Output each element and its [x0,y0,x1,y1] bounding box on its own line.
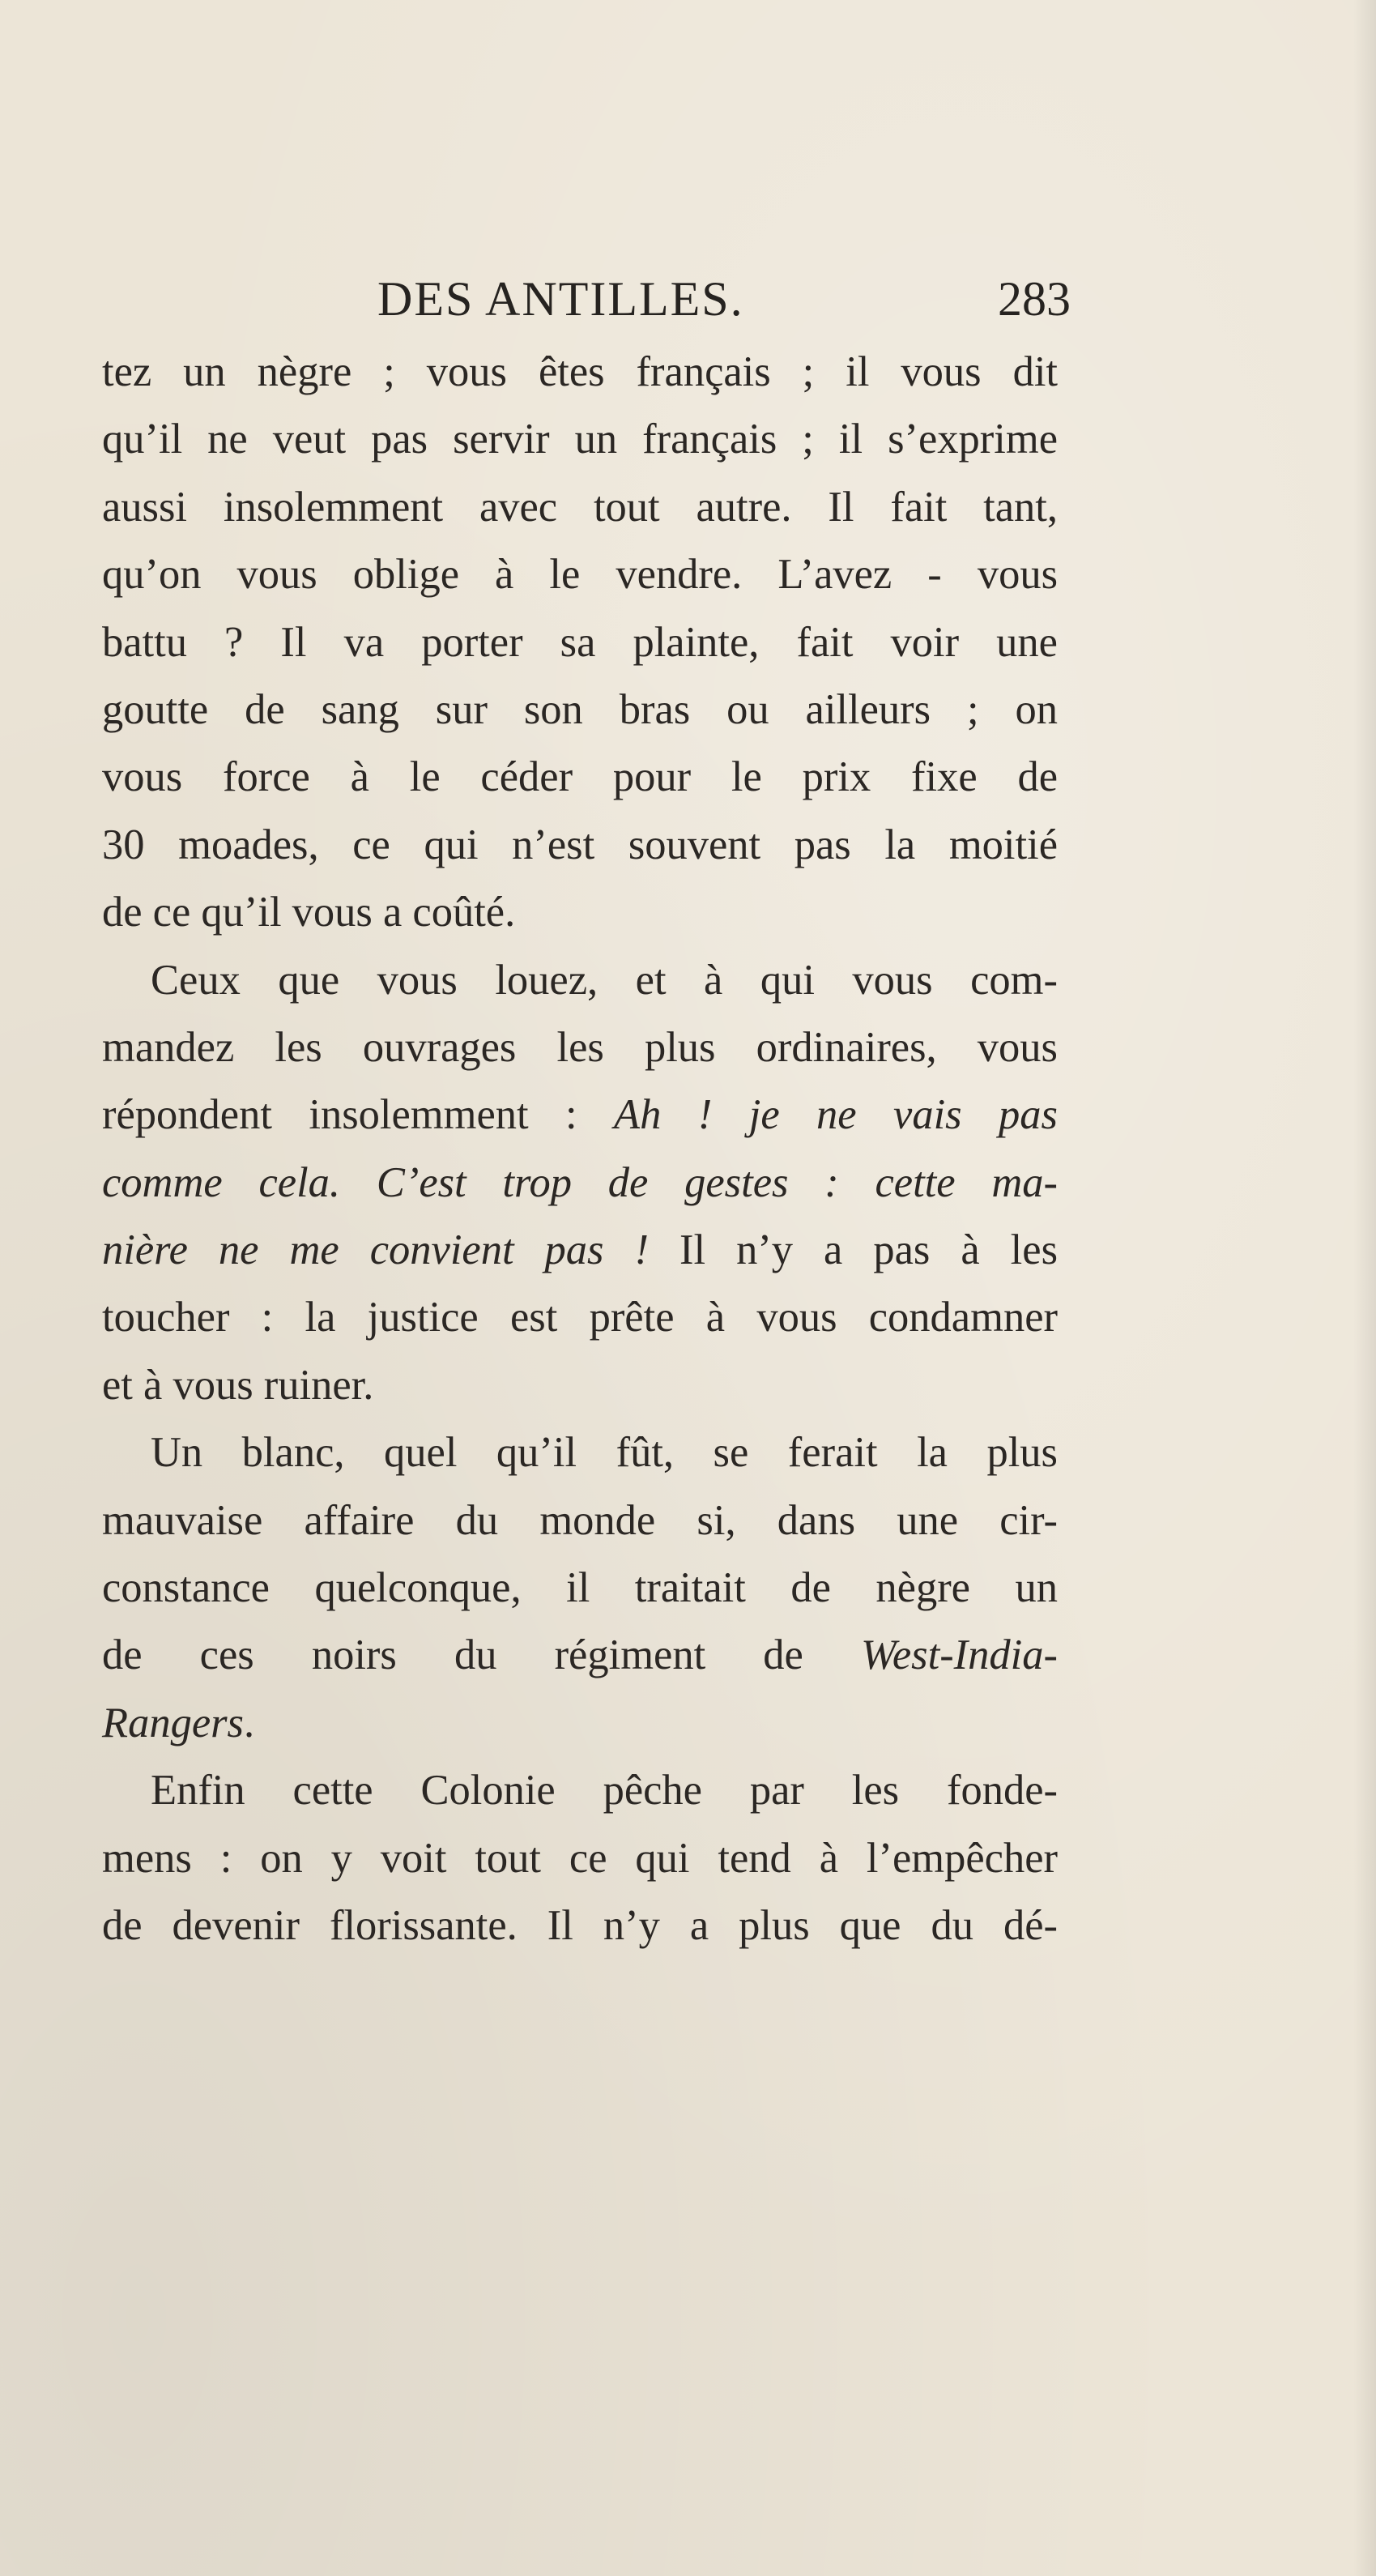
text-segment: qu’il ne veut pas servir un français ; il s’exprime [102,416,1058,463]
italic-segment: Ah ! je ne vais pas [614,1091,1058,1139]
text-line [102,609,1058,676]
body-text [102,339,1058,1960]
text-segment: de devenir florissante. Il n’y a plus que du dé- [102,1901,1058,1949]
text-segment: constance quelconque, il traitait de nègre un [102,1564,1058,1612]
text-line [102,1149,1058,1217]
text-segment: . [243,1699,255,1746]
text-line [102,1081,1058,1149]
text-line [102,1622,1058,1689]
text-segment: tez un nègre ; vous êtes français ; il vous dit [102,348,1058,395]
text-segment: mens : on y voit tout ce qui tend à l’empêcher [102,1834,1058,1882]
text-segment: 30 moades, ce qui n’est souvent pas la moitié [102,821,1058,868]
text-segment: vous force à le céder pour le prix fixe de [102,753,1058,801]
text-line [102,1825,1058,1892]
text-segment: mauvaise affaire du monde si, dans une cir- [102,1496,1058,1544]
page-header [377,271,1071,344]
text-line [102,947,1058,1014]
text-segment: Un blanc, quel qu’il fût, se ferait la plus [151,1429,1058,1477]
italic-segment: Rangers [102,1699,244,1746]
text-line [102,406,1058,473]
text-segment: Il n’y a pas à les [648,1226,1058,1274]
text-segment: Enfin cette Colonie pêche par les fonde- [151,1767,1058,1815]
text-line [102,744,1058,811]
page-edge-shadow [1353,0,1376,2576]
text-segment: répondent insolemment : [102,1091,615,1139]
text-line [102,339,1058,406]
running-title: DES ANTILLES. [377,272,744,326]
italic-segment: nière ne me convient pas ! [102,1226,649,1274]
text-line [102,1217,1058,1284]
text-line [102,1555,1058,1622]
text-segment: Ceux que vous louez, et à qui vous com- [151,956,1058,1004]
text-line [102,1892,1058,1960]
italic-segment: West-India- [860,1631,1058,1679]
text-segment: battu ? Il va porter sa plainte, fait voir une [102,618,1058,666]
text-segment: de ces noirs du régiment de [102,1631,861,1679]
italic-segment: comme cela. C’est trop de gestes : cette ma- [102,1158,1058,1206]
text-line [102,474,1058,541]
text-line [102,541,1058,608]
text-line [102,1419,1058,1486]
text-line [102,879,1058,946]
text-segment: de ce qu’il vous a coûté. [102,889,516,936]
text-line [102,676,1058,744]
text-line [102,1284,1058,1351]
text-line [102,1487,1058,1555]
text-line [102,1757,1058,1824]
text-segment: aussi insolemment avec tout autre. Il fait tant, [102,483,1058,531]
text-segment: et à vous ruiner. [102,1361,374,1409]
text-line [102,1352,1058,1419]
text-line [102,1690,1058,1757]
text-segment: qu’on vous oblige à le vendre. L’avez - vous [102,551,1058,599]
text-segment: mandez les ouvrages les plus ordinaires, vous [102,1023,1058,1071]
text-segment: goutte de sang sur son bras ou ailleurs ; on [102,685,1058,733]
page-number: 283 [998,272,1071,326]
text-segment: toucher : la justice est prête à vous condamner [102,1294,1058,1341]
text-line [102,1014,1058,1081]
text-line [102,812,1058,879]
